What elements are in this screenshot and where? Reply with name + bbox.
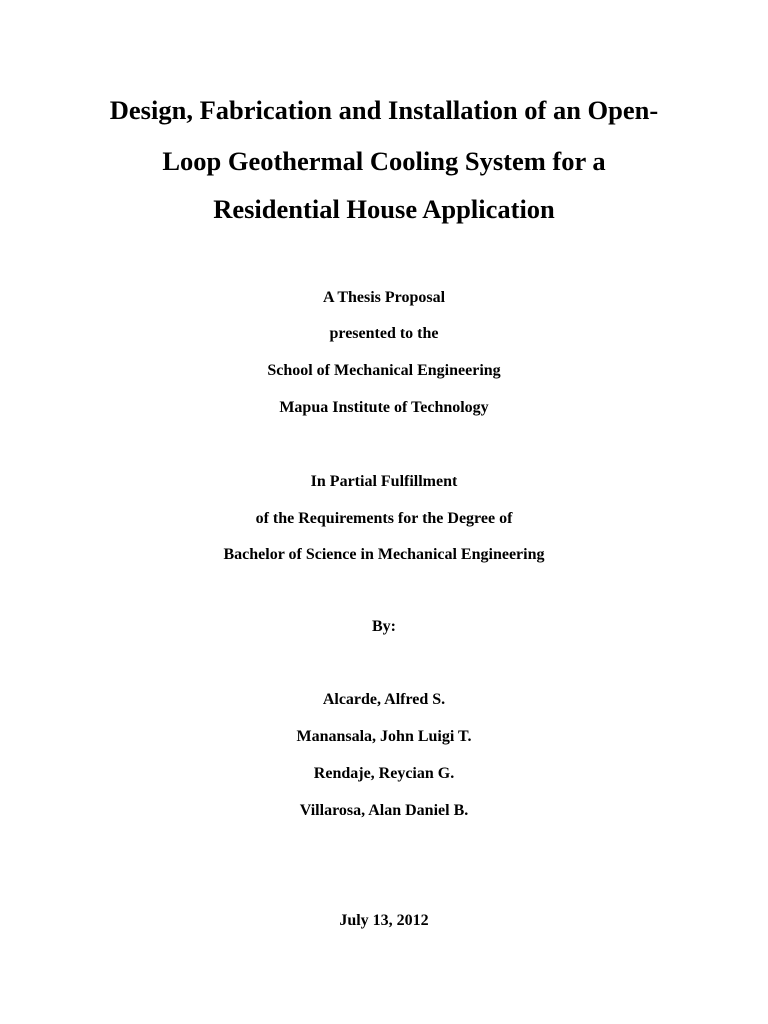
fulfillment-line-2: of the Requirements for the Degree of bbox=[255, 510, 513, 527]
proposal-type: A Thesis Proposal bbox=[322, 289, 446, 306]
presented-to: presented to the bbox=[329, 325, 439, 342]
author-2: Manansala, John Luigi T. bbox=[296, 728, 472, 745]
by-label: By: bbox=[372, 618, 396, 635]
institute-name: Mapua Institute of Technology bbox=[279, 399, 489, 416]
author-3: Rendaje, Reycian G. bbox=[313, 765, 455, 782]
fulfillment-line-1: In Partial Fulfillment bbox=[310, 473, 458, 490]
degree-name: Bachelor of Science in Mechanical Engineering bbox=[223, 546, 545, 563]
title-line-3: Residential House Application bbox=[213, 194, 555, 224]
title-line-2: Loop Geothermal Cooling System for a bbox=[162, 146, 606, 176]
submission-date: July 13, 2012 bbox=[339, 912, 429, 929]
author-1: Alcarde, Alfred S. bbox=[322, 691, 446, 708]
school-name: School of Mechanical Engineering bbox=[267, 362, 501, 379]
author-4: Villarosa, Alan Daniel B. bbox=[299, 802, 469, 819]
title-line-1: Design, Fabrication and Installation of an Open- bbox=[109, 95, 659, 125]
